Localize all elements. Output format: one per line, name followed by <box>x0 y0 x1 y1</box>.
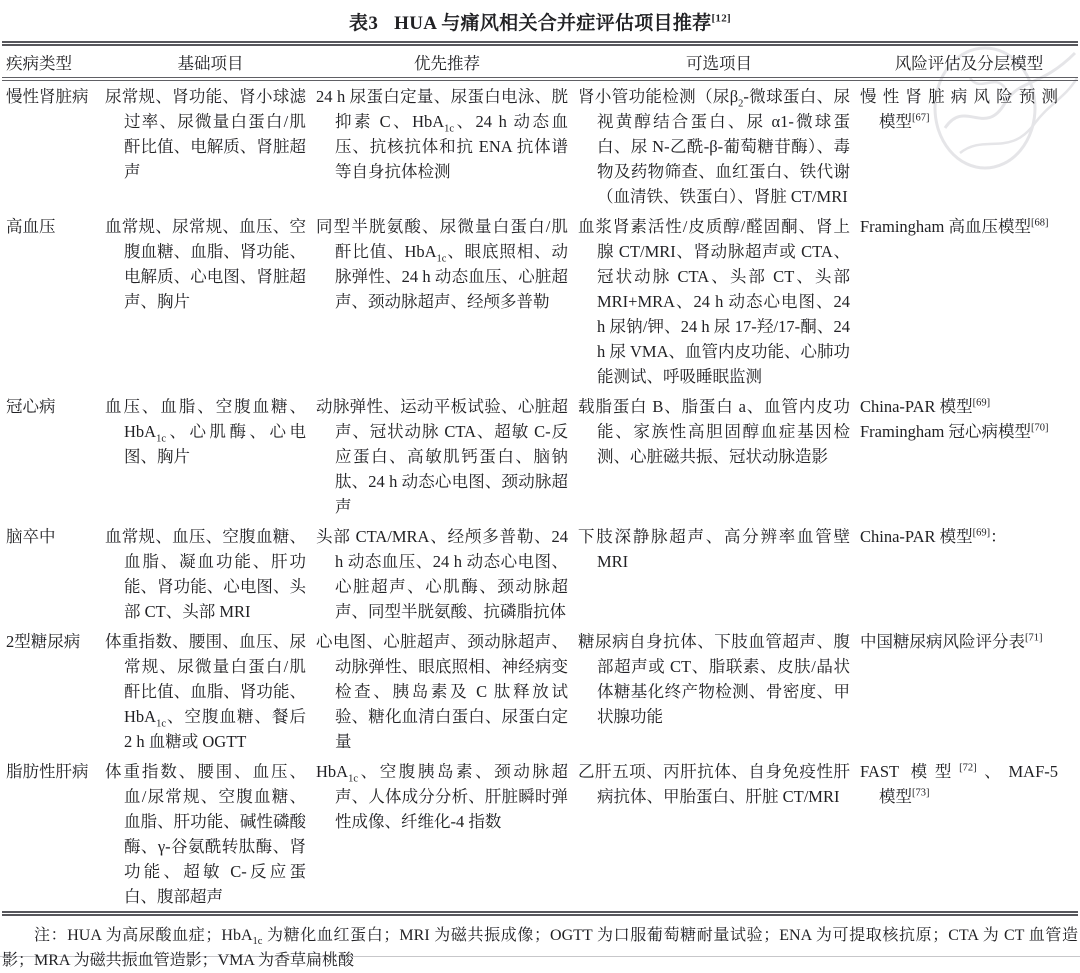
table-row-fatty-liver-disease <box>2 756 1078 911</box>
risk-model-entry: 慢性肾脏病风险预测模型[67] <box>860 87 1058 131</box>
cell-basic-items: 尿常规、肾功能、肾小球滤过率、尿微量白蛋白/肌酐比值、电解质、肾脏超声 <box>105 87 306 181</box>
cell-risk-models <box>860 626 1078 756</box>
cell-basic-items: 血常规、尿常规、血压、空腹血糖、血脂、肾功能、电解质、心电图、肾脏超声、胸片 <box>105 217 306 311</box>
cell-priority-items: 动脉弹性、运动平板试验、心脏超声、冠状动脉 CTA、超敏 C-反应蛋白、高敏肌钙蛋白、脑钠肽、24 h 动态心电图、颈动脉超声 <box>316 397 568 516</box>
col-header-basic-items: 基础项目 <box>105 46 316 79</box>
cell-risk-models <box>860 521 1078 626</box>
risk-model-entry: FAST 模型[72]、MAF-5 模型[73] <box>860 762 1058 806</box>
table-body <box>2 79 1078 911</box>
cell-optional-items: 肾小管功能检测（尿$\beta_2-$微球蛋白、尿视黄醇结合蛋白、尿 α1-微球蛋白、尿 N-乙酰-β-葡萄糖苷酶）、毒物及药物筛查、血红蛋白、铁代谢（血清铁、铁蛋白）、肾脏 CT/MRI <box>578 87 850 206</box>
cell-disease: 脑卒中 <box>6 527 56 546</box>
cell-optional-items: 乙肝五项、丙肝抗体、自身免疫性肝病抗体、甲胎蛋白、肝脏 CT/MRI <box>578 762 850 806</box>
risk-model-entry: 中国糖尿病风险评分表[71] <box>860 632 1043 651</box>
col-header-priority-recommended: 优先推荐 <box>316 46 578 79</box>
cell-risk-models <box>860 211 1078 391</box>
cell-optional-items: 血浆肾素活性/皮质醇/醛固酮、肾上腺 CT/MRI、肾动脉超声或 CTA、冠状动脉 CTA、头部 CT、头部 MRI+MRA、24 h 动态心电图、24 h 尿钠/钾、24 h 尿 17-羟/17-酮、24 h 尿 VMA、血管内皮功能、心肺功能测试、呼吸睡眠监测 <box>578 217 851 386</box>
cell-risk-models <box>860 79 1078 211</box>
cell-optional-items: 下肢深静脉超声、高分辨率血管壁 MRI <box>578 527 850 571</box>
table-number: 表3 <box>349 13 379 34</box>
cell-disease: 脂肪性肝病 <box>6 762 89 781</box>
cell-basic-items: 血压、血脂、空腹血糖、HbA$_{1c}$、心肌酶、心电图、胸片 <box>105 397 306 466</box>
col-header-optional-items: 可选项目 <box>578 46 860 79</box>
cell-priority-items: 24 h 尿蛋白定量、尿蛋白电泳、胱抑素 C、HbA$_{1c}$、24 h 动态血压、抗核抗体和抗 ENA 抗体谱等自身抗体检测 <box>316 87 569 181</box>
cell-disease: 冠心病 <box>6 397 56 416</box>
table-row-chronic-kidney-disease <box>2 79 1078 211</box>
cell-priority-items: 头部 CTA/MRA、经颅多普勒、24 h 动态血压、24 h 动态心电图、心脏超声、心肌酶、颈动脉超声、同型半胱氨酸、抗磷脂抗体 <box>316 527 568 621</box>
table-title <box>2 8 1078 35</box>
col-header-disease-type: 疾病类型 <box>2 46 105 79</box>
table-bottom-rule <box>2 911 1078 916</box>
cell-disease: 高血压 <box>6 217 56 236</box>
cell-risk-models <box>860 756 1078 911</box>
cell-basic-items: 体重指数、腰围、血压、血/尿常规、空腹血糖、血脂、肝功能、碱性磷酸酶、γ-谷氨酰转肽酶、肾功能、超敏 C-反应蛋白、腹部超声 <box>105 762 306 906</box>
table-row-coronary-heart-disease <box>2 391 1078 521</box>
cell-priority-items: 同型半胱氨酸、尿微量白蛋白/肌酐比值、HbA$_{1c}$、眼底照相、动脉弹性、24 h 动态血压、心脏超声、颈动脉超声、经颅多普勒 <box>316 217 568 311</box>
cell-optional-items: 糖尿病自身抗体、下肢血管超声、腹部超声或 CT、脂联素、皮肤/晶状体糖基化终产物检测、骨密度、甲状腺功能 <box>578 632 850 726</box>
cell-priority-items: 心电图、心脏超声、颈动脉超声、动脉弹性、眼底照相、神经病变检查、胰岛素及 C 肽释放试验、糖化血清白蛋白、尿蛋白定量 <box>316 632 568 751</box>
title-reference: [12] <box>711 12 731 25</box>
header-row <box>2 46 1078 79</box>
risk-model-entry: China-PAR 模型[69] <box>860 397 991 416</box>
cell-disease: 慢性肾脏病 <box>6 87 89 106</box>
cell-optional-items: 载脂蛋白 B、脂蛋白 a、血管内皮功能、家族性高胆固醇血症基因检测、心脏磁共振、冠状动脉造影 <box>578 397 850 466</box>
risk-model-entry: Framingham 冠心病模型[70] <box>860 422 1049 441</box>
table-note: 注：HUA 为高尿酸血症；HbA$_{1c}$ 为糖化血红蛋白；MRI 为磁共振成像；OGTT 为口服葡萄糖耐量试验；ENA 为可提取核抗原；CTA 为 CT 血管造影；MRA 为磁共振血管造影；VMA 为香草扁桃酸 <box>2 927 1078 969</box>
table-title-text: HUA 与痛风相关合并症评估项目推荐 <box>394 13 712 34</box>
cell-disease: 2型糖尿病 <box>6 632 81 651</box>
col-header-risk-models: 风险评估及分层模型 <box>860 46 1078 79</box>
risk-model-entry: Framingham 高血压模型[68] <box>860 217 1049 236</box>
cell-risk-models <box>860 391 1078 521</box>
table-row-stroke <box>2 521 1078 626</box>
table-row-hypertension <box>2 211 1078 391</box>
comorbidity-evaluation-table <box>2 46 1078 911</box>
cell-basic-items: 血常规、血压、空腹血糖、血脂、凝血功能、肝功能、肾功能、心电图、头部 CT、头部 MRI <box>105 527 306 621</box>
risk-model-entry: China-PAR 模型[69]： <box>860 527 1007 546</box>
table-row-type-2-diabetes <box>2 626 1078 756</box>
cell-basic-items: 体重指数、腰围、血压、尿常规、尿微量白蛋白/肌酐比值、血脂、肾功能、HbA$_{1c}$、空腹血糖、餐后 2 h 血糖或 OGTT <box>105 632 306 751</box>
cell-priority-items: HbA$_{1c}$、空腹胰岛素、颈动脉超声、人体成分分析、肝脏瞬时弹性成像、纤维化-4 指数 <box>316 762 568 831</box>
